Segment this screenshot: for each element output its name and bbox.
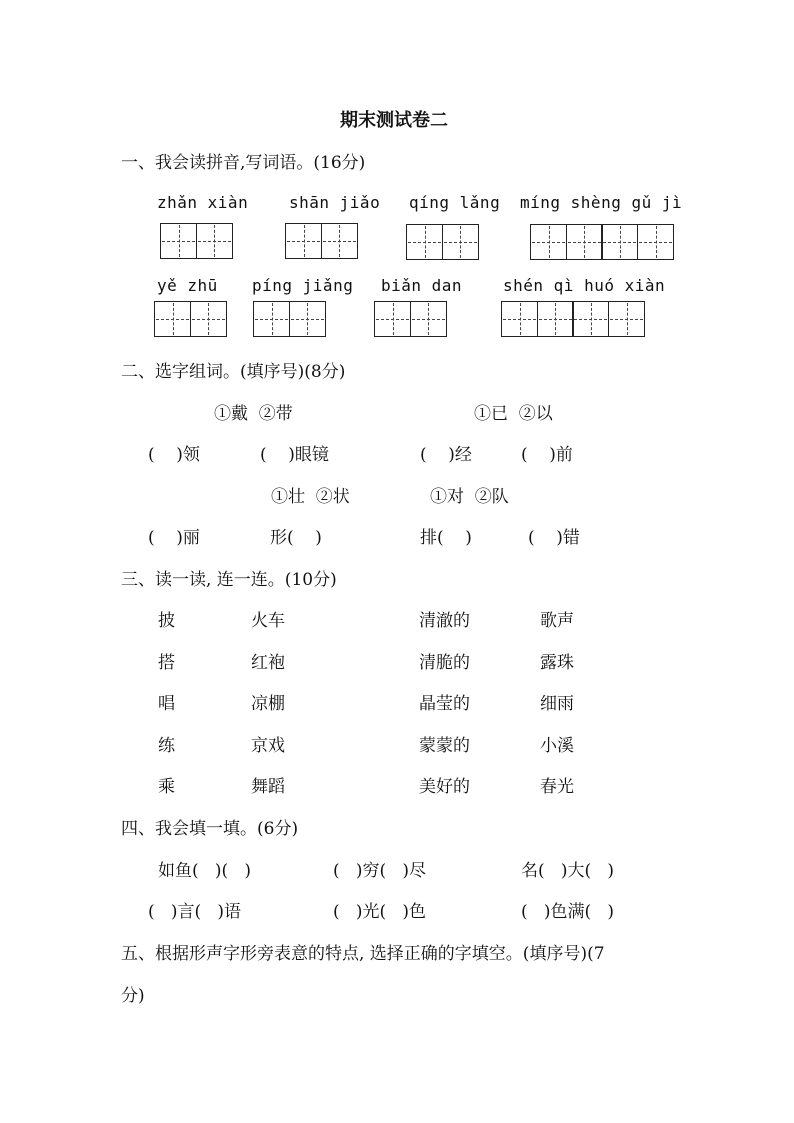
options-zhuang: ①壮 ②状 [271,487,350,507]
blank-yanjing[interactable]: ( )眼镜 [260,445,329,465]
pinyin-6: píng jiǎng [252,276,354,295]
adj-4: 蒙蒙的 [419,736,470,756]
idiom-blank-2[interactable]: ( )穷( )尽 [333,861,426,881]
pinyin-7: biǎn dan [381,276,463,295]
section-4-heading: 四、我会填一填。(6分) [121,819,299,839]
adj-3: 晶莹的 [419,694,470,714]
noun2-5: 春光 [540,777,574,797]
blank-jing[interactable]: ( )经 [420,445,472,465]
noun2-2: 露珠 [540,653,574,673]
noun2-1: 歌声 [540,611,574,631]
answer-grid-3[interactable] [406,224,479,260]
blank-pai[interactable]: 排( ) [420,528,472,548]
section-2-heading: 二、选字组词。(填序号)(8分) [121,362,346,382]
pinyin-1: zhǎn xiàn [157,193,249,212]
noun2-3: 细雨 [540,694,574,714]
pinyin-3: qíng lǎng [409,193,501,212]
answer-grid-4[interactable] [530,224,674,260]
answer-grid-6[interactable] [253,301,326,337]
options-dai: ①戴 ②带 [214,404,293,424]
page-title: 期末测试卷二 [340,110,448,131]
section-1-heading: 一、我会读拼音,写词语。(16分) [121,153,366,173]
pinyin-5: yě zhū [157,276,218,295]
idiom-blank-5[interactable]: ( )光( )色 [333,902,426,922]
blank-xing[interactable]: 形( ) [270,528,322,548]
verb-4: 练 [158,736,175,756]
pinyin-2: shān jiǎo [289,193,381,212]
idiom-blank-1[interactable]: 如鱼( )( ) [158,861,251,881]
section-3-heading: 三、读一读, 连一连。(10分) [121,570,337,590]
pinyin-8: shén qì huó xiàn [503,276,666,295]
section-5-heading-line2: 分) [121,986,145,1006]
idiom-blank-6[interactable]: ( )色满( ) [521,902,614,922]
options-yi: ①已 ②以 [474,404,553,424]
verb-2: 搭 [158,653,175,673]
answer-grid-1[interactable] [160,223,233,259]
answer-grid-8[interactable] [501,301,645,337]
idiom-blank-4[interactable]: ( )言( )语 [148,902,241,922]
blank-cuo[interactable]: ( )错 [528,528,580,548]
noun-3: 凉棚 [251,694,285,714]
blank-li[interactable]: ( )丽 [148,528,200,548]
verb-1: 披 [158,611,175,631]
verb-5: 乘 [158,777,175,797]
adj-5: 美好的 [419,777,470,797]
verb-3: 唱 [158,694,175,714]
noun-4: 京戏 [251,736,285,756]
noun2-4: 小溪 [540,736,574,756]
answer-grid-2[interactable] [285,223,358,259]
blank-qian[interactable]: ( )前 [521,445,573,465]
pinyin-4: míng shèng gǔ jì [520,193,683,212]
idiom-blank-3[interactable]: 名( )大( ) [521,861,614,881]
blank-ling[interactable]: ( )领 [148,445,200,465]
answer-grid-5[interactable] [154,301,227,337]
adj-2: 清脆的 [419,653,470,673]
section-5-heading-line1: 五、根据形声字形旁表意的特点, 选择正确的字填空。(填序号)(7 [121,944,605,964]
noun-1: 火车 [251,611,285,631]
adj-1: 清澈的 [419,611,470,631]
noun-2: 红袍 [251,653,285,673]
answer-grid-7[interactable] [374,301,447,337]
noun-5: 舞蹈 [251,777,285,797]
options-dui: ①对 ②队 [430,487,509,507]
